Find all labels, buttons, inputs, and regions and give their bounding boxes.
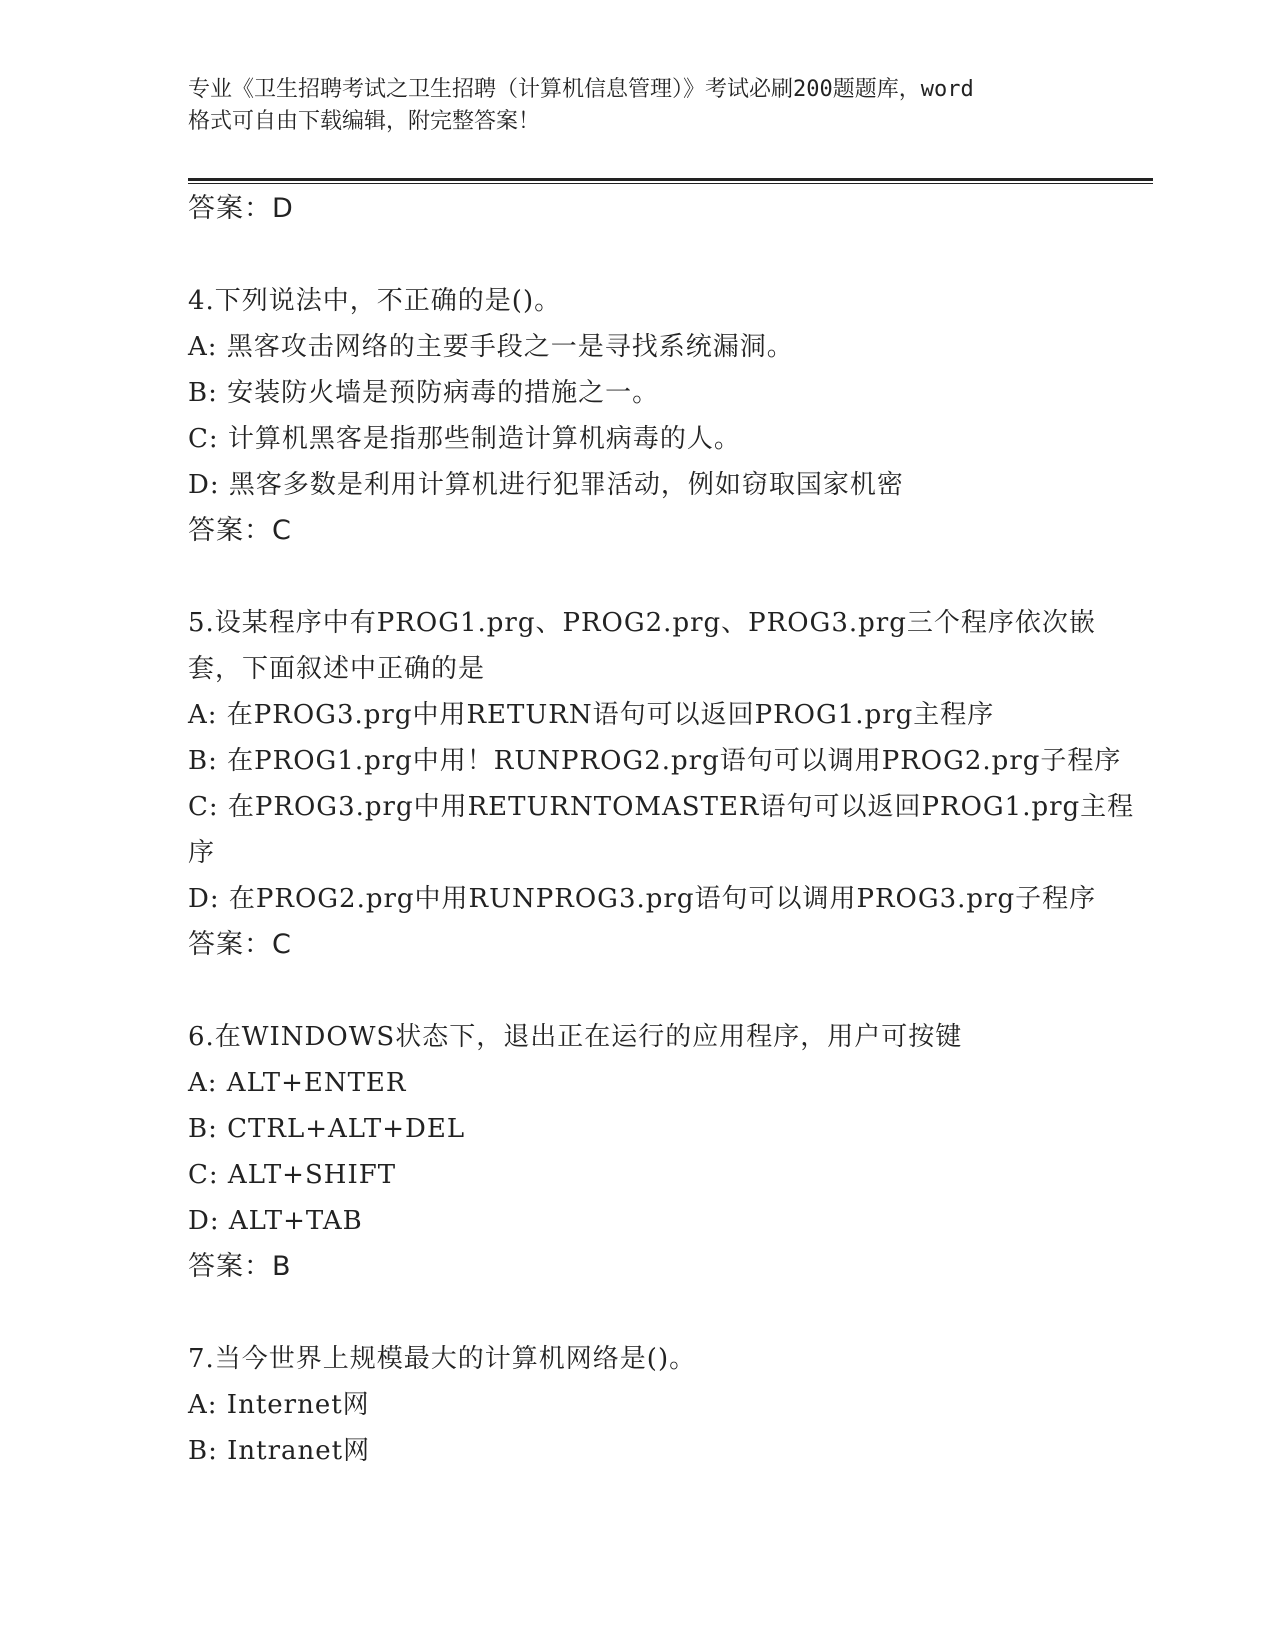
- spacer: [188, 1290, 1088, 1336]
- option-a: A: 在PROG3.prg中用RETURN语句可以返回PROG1.prg主程序: [188, 700, 995, 730]
- option-b: B: 安装防火墙是预防病毒的措施之一。: [188, 378, 660, 408]
- answer-line: 答案：C: [188, 515, 292, 546]
- option-b: B: 在PROG1.prg中用！RUNPROG2.prg语句可以调用PROG2.prg子程序: [188, 746, 1122, 776]
- option-c-continued: 序: [188, 838, 216, 868]
- option-b: B: Intranet网: [188, 1436, 371, 1466]
- header-line-2: 格式可自由下载编辑，附完整答案！: [188, 109, 541, 134]
- option-d: D: ALT+TAB: [188, 1206, 363, 1236]
- question-text: 7.当今世界上规模最大的计算机网络是()。: [188, 1344, 697, 1374]
- header-rule-thick: [188, 178, 1153, 181]
- question-block-7: [188, 1336, 1088, 1474]
- option-a: A: Internet网: [188, 1390, 370, 1420]
- answer-line: 答案：D: [188, 193, 294, 224]
- document-header: [188, 74, 1088, 138]
- option-d: D: 黑客多数是利用计算机进行犯罪活动，例如窃取国家机密: [188, 470, 904, 500]
- spacer: [188, 232, 1088, 278]
- option-c: C: ALT+SHIFT: [188, 1160, 397, 1190]
- header-line-1: 专业《卫生招聘考试之卫生招聘（计算机信息管理）》考试必刷200题题库，word: [188, 77, 974, 102]
- question-block-5: [188, 600, 1135, 968]
- option-c: C: 在PROG3.prg中用RETURNTOMASTER语句可以返回PROG1.prg主程: [188, 792, 1135, 822]
- question-block-6: [188, 1014, 1088, 1290]
- option-a: A: 黑客攻击网络的主要手段之一是寻找系统漏洞。: [188, 332, 794, 362]
- spacer: [188, 554, 1088, 600]
- answer-line: 答案：B: [188, 1251, 292, 1282]
- header-rule-thin: [188, 183, 1153, 184]
- option-b: B: CTRL+ALT+DEL: [188, 1114, 466, 1144]
- spacer: [188, 968, 1088, 1014]
- question-text-line-2: 套，下面叙述中正确的是: [188, 654, 486, 684]
- question-text: 6.在WINDOWS状态下，退出正在运行的应用程序，用户可按键: [188, 1022, 963, 1052]
- option-d: D: 在PROG2.prg中用RUNPROG3.prg语句可以调用PROG3.prg子程序: [188, 884, 1097, 914]
- option-a: A: ALT+ENTER: [188, 1068, 407, 1098]
- question-text-line-1: 5.设某程序中有PROG1.prg、PROG2.prg、PROG3.prg三个程序依次嵌: [188, 608, 1096, 638]
- option-c: C: 计算机黑客是指那些制造计算机病毒的人。: [188, 424, 741, 454]
- answer-line: 答案：C: [188, 929, 292, 960]
- question-block-4: [188, 278, 1088, 554]
- document-content: [188, 186, 1135, 1474]
- question-text: 4.下列说法中，不正确的是()。: [188, 286, 562, 316]
